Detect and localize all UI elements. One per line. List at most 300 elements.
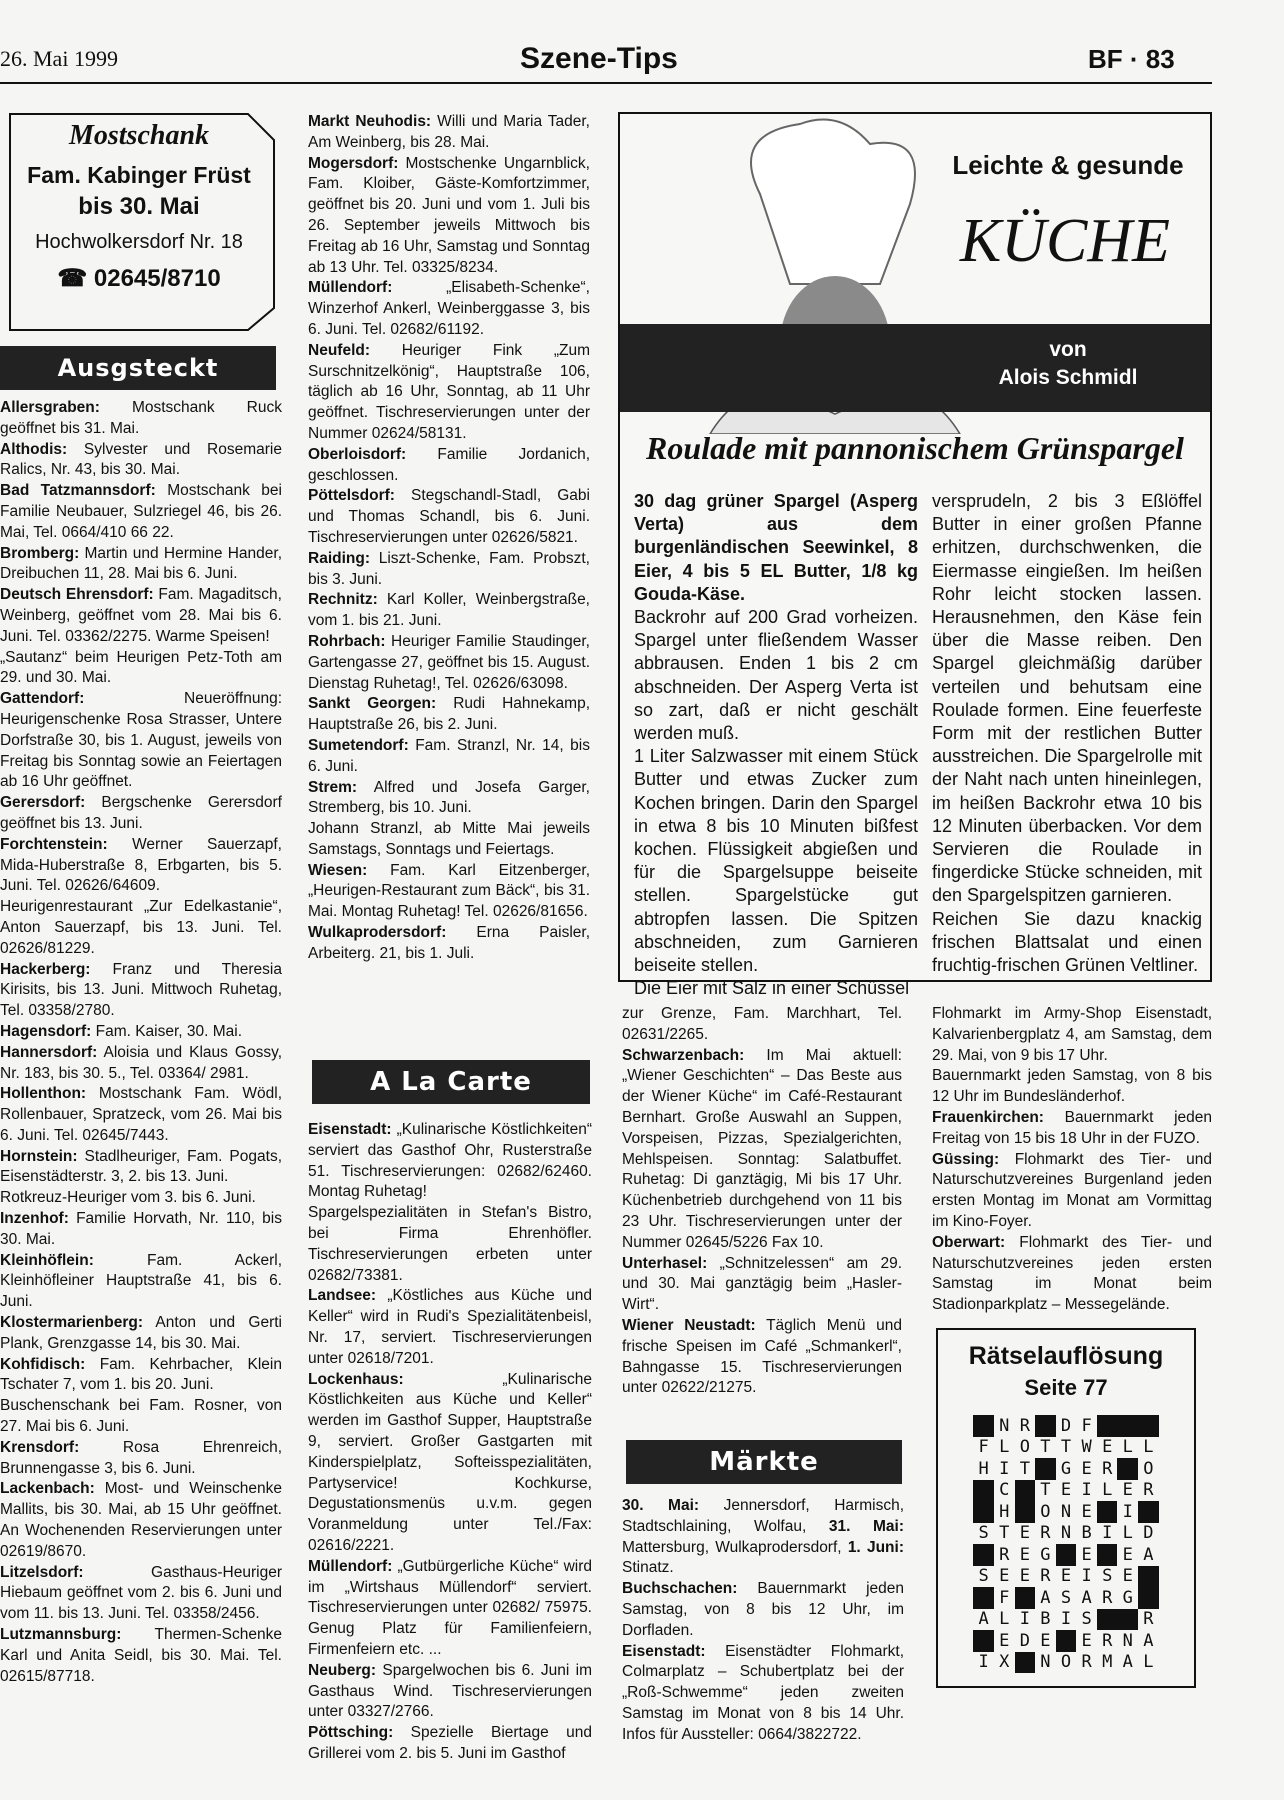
puzzle-block bbox=[1097, 1544, 1118, 1566]
listing-place: Hannersdorf: bbox=[0, 1043, 98, 1061]
puzzle-block bbox=[1015, 1480, 1036, 1502]
puzzle-block bbox=[1056, 1544, 1077, 1566]
column-maerkte-cont bbox=[932, 1004, 1212, 1316]
listing-place: Rohrbach: bbox=[308, 632, 386, 650]
puzzle-row bbox=[973, 1501, 1158, 1523]
puzzle-letter: E bbox=[1122, 1566, 1133, 1587]
listing-entry bbox=[0, 835, 282, 897]
listing-place: Wiener Neustadt: bbox=[622, 1316, 756, 1334]
listing-text: Heurigenrestaurant „Zur Edelkastanie“, Anton Sauerzapf, bis 13. Juni. Tel. 02626/81229. bbox=[0, 898, 282, 957]
puzzle-row bbox=[973, 1437, 1158, 1459]
listing-entry bbox=[308, 549, 590, 591]
puzzle-letter: R bbox=[999, 1544, 1010, 1565]
listing-text: Fam. Karl Eitzenberger, „Heurigen-Restaurant zum Bäck“, bis 31. Mai. Montag Ruhetag! Tel. 02626/81656. bbox=[308, 861, 590, 921]
listing-text: Thermen-Schenke Karl und Anita Seidl, bis 30. Mai. Tel. 02615/87718. bbox=[0, 1626, 282, 1685]
puzzle-letter: O bbox=[1060, 1652, 1072, 1673]
listing-text: Im Mai aktuell: „Wiener Geschichten“ – Das Beste aus der Wiener Küche“ im Café-Restaurant Bernhart. Große Auswahl an Suppen, Vorspeisen, Pizzas, Spezialgerichten, Mehlspeisen. Sonntag: Salatbuffet. Ruhetag: Di ganztägig, Mi bis 17 Uhr. Küchenbetrieb durchgehend von 11 bis 23 Uhr. Tischreservierungen unter der Nummer 02645/5226 Fax 10. bbox=[622, 1046, 902, 1251]
puzzle-letter: I bbox=[978, 1652, 989, 1673]
puzzle-letter: E bbox=[999, 1630, 1010, 1651]
column-heurige bbox=[308, 112, 590, 965]
listing-entry bbox=[0, 398, 282, 440]
puzzle-letter: O bbox=[1040, 1501, 1051, 1522]
puzzle-letter: R bbox=[1040, 1566, 1051, 1587]
listing-text: Mostschank Fam. Wödl, Rollenbauer, Spratzeck, vom 26. Mai bis 6. Juni. Tel. 02645/7443. bbox=[0, 1085, 282, 1144]
puzzle-letter: A bbox=[1143, 1630, 1154, 1651]
listing-text: Fam. Kehrbacher, Klein Tschater 7, vom 1. bis 20. Juni. bbox=[0, 1355, 282, 1394]
listing-text: „Sautanz“ beim Heurigen Petz-Toth am 29. und 30. Mai. bbox=[0, 648, 282, 687]
puzzle-letter: B bbox=[1081, 1523, 1092, 1544]
recipe-step1: Backrohr auf 200 Grad vorheizen. Spargel unter fließendem Wasser abbrausen. Enden 1 bis 2 cm abschneiden. Der Asperg Verta ist so zart, daß er nicht geschält werden muß. bbox=[634, 607, 918, 744]
listing-text: „Köstliches aus Küche und Keller“ wird in Rudi's Spezialitätenbeisl, Nr. 17, serviert. Tischreservierungen unter 02618/7201. bbox=[308, 1287, 592, 1367]
puzzle-letter: E bbox=[1081, 1458, 1092, 1479]
puzzle-block bbox=[1138, 1501, 1159, 1523]
listing-entry bbox=[0, 793, 282, 835]
listing-entry bbox=[308, 486, 590, 548]
listing-place: Allersgraben: bbox=[0, 399, 100, 416]
puzzle-letter: E bbox=[999, 1566, 1010, 1587]
listing-text: Flohmarkt des Tier- und Naturschutzvereines jeden ersten Samstag im Monat beim Stadionparkplatz – Messegelände. bbox=[932, 1233, 1212, 1314]
puzzle-letter: E bbox=[1019, 1523, 1030, 1544]
puzzle-row bbox=[973, 1630, 1158, 1652]
listing-place: Schwarzenbach: bbox=[622, 1046, 745, 1064]
listing-entry bbox=[308, 1286, 592, 1369]
recipe-left-column bbox=[634, 490, 918, 1000]
puzzle-letter: G bbox=[1122, 1587, 1133, 1608]
puzzle-letter: L bbox=[1143, 1652, 1154, 1673]
puzzle-letter: E bbox=[1019, 1566, 1030, 1587]
listing-place: Lutzmannsburg: bbox=[0, 1626, 122, 1644]
market-text: Eisenstädter Flohmarkt, Colmarplatz – Schubertplatz bei der „Roß-Schwemme“ jeden zweiten Samstag im Monat von 8 bis 14 Uhr. Infos für Aussteller: 0664/3822722. bbox=[622, 1642, 904, 1743]
listing-entry bbox=[308, 819, 590, 861]
listing-entry bbox=[0, 897, 282, 959]
puzzle-letter: A bbox=[1040, 1587, 1051, 1608]
byline-von: von bbox=[1049, 338, 1087, 361]
market-may30-text: Jennersdorf, Harmisch, Stadtschlaining, Wolfau, bbox=[622, 1497, 904, 1535]
puzzle-block bbox=[1097, 1415, 1118, 1437]
puzzle-letter: T bbox=[1060, 1437, 1072, 1458]
listing-entry bbox=[0, 1209, 282, 1251]
listing-text: Mostschank Ruck geöffnet bis 31. Mai. bbox=[0, 399, 282, 437]
market-buchschachen bbox=[622, 1579, 904, 1641]
puzzle-letter: G bbox=[1040, 1544, 1051, 1565]
listing-place: Lackenbach: bbox=[0, 1480, 95, 1498]
listing-text: „Kulinarische Köstlichkeiten aus Küche und Keller“ werden im Gasthof Supper, Hauptstraße 9, serviert. Großer Gastgarten mit Kinderspielplatz, Softeisspezialitäten, Partyservice! Kochkurse, Degustationsmenüs u.v.m. gegen Voranmeldung unter Tel./Fax: 02616/2221. bbox=[308, 1370, 592, 1554]
listing-entry bbox=[932, 1004, 1212, 1066]
puzzle-letter: H bbox=[999, 1501, 1010, 1522]
column-a-la-carte bbox=[308, 1120, 592, 1765]
listing-place: Oberwart: bbox=[932, 1233, 1006, 1251]
listing-entry bbox=[932, 1233, 1212, 1316]
listing-text: Fam. Stranzl, Nr. 14, bis 6. Juni. bbox=[308, 736, 590, 775]
listing-text: Buschenschank bei Fam. Rosner, von 27. Mai bis 6. Juni. bbox=[0, 1397, 282, 1436]
listing-place: Deutsch Ehrensdorf: bbox=[0, 586, 154, 604]
listing-place: Neuberg: bbox=[308, 1661, 377, 1679]
listing-text: Neueröffnung: Heurigenschenke Rosa Strasser, Untere Dorfstraße 30, bis 1. August, jeweils von Freitag bis Sonntag sowie an Feiertagen ab 16 Uhr geöffnet. bbox=[0, 690, 282, 791]
feature-byline bbox=[928, 336, 1208, 392]
puzzle-letter: D bbox=[1143, 1523, 1154, 1544]
listing-place: Müllendorf: bbox=[308, 1557, 393, 1575]
listing-text: Rudi Hahnekamp, Hauptstraße 26, bis 2. Juni. bbox=[308, 695, 590, 734]
listing-text: Familie Horvath, Nr. 110, bis 30. Mai. bbox=[0, 1210, 282, 1248]
puzzle-letter: S bbox=[978, 1566, 989, 1587]
puzzle-letter: E bbox=[1019, 1544, 1030, 1565]
listing-entry bbox=[622, 1316, 902, 1399]
listing-place: Eisenstadt: bbox=[308, 1121, 392, 1138]
listing-place: Hagensdorf: bbox=[0, 1022, 92, 1040]
puzzle-row bbox=[973, 1652, 1158, 1674]
ad-title: Mostschank bbox=[68, 120, 210, 151]
puzzle-letter: R bbox=[1102, 1587, 1113, 1608]
market-may31-text: Mattersburg, Wulkaprodersdorf, bbox=[622, 1538, 848, 1556]
header-rule bbox=[0, 82, 1212, 84]
recipe-title: Roulade mit pannonischem Grünspargel bbox=[646, 430, 1184, 466]
listing-place: Inzenhof: bbox=[0, 1210, 69, 1228]
listing-text: Werner Sauerzapf, Mida-Huberstraße 8, Erbgarten, bis 5. Juni. Tel. 02626/64609. bbox=[0, 835, 282, 895]
listing-place: Forchtenstein: bbox=[0, 835, 108, 853]
listing-text: Erna Paisler, Arbeiterg. 21, bis 1. Juli. bbox=[308, 924, 590, 962]
ad-box bbox=[0, 120, 278, 293]
market-jun1-text: Stinatz. bbox=[622, 1559, 674, 1577]
puzzle-letter: F bbox=[1081, 1415, 1092, 1436]
listing-text: zur Grenze, Fam. Marchhart, Tel. 02631/2265. bbox=[622, 1005, 902, 1043]
puzzle-letter: E bbox=[1081, 1630, 1092, 1651]
puzzle-letter: E bbox=[1060, 1480, 1072, 1501]
listing-entry bbox=[0, 585, 282, 647]
puzzle-letter: D bbox=[1019, 1630, 1030, 1651]
puzzle-letter: T bbox=[1040, 1437, 1051, 1458]
puzzle-letter: T bbox=[999, 1523, 1010, 1544]
listing-entry bbox=[308, 694, 590, 736]
puzzle-row bbox=[973, 1523, 1158, 1545]
listing-text: Flohmarkt des Tier- und Naturschutzvereines Burgenland jeden ersten Montag im Monat am Vormittag im Kino-Foyer. bbox=[932, 1150, 1212, 1230]
listing-text: „Gutbürgerliche Küche“ wird im „Wirtshaus Müllendorf“ serviert. Tischreservierungen unter 02682/ 75975. Genug Platz für Familienfeiern, Firmenfeiern etc. ... bbox=[308, 1557, 592, 1658]
ad-line1: Fam. Kabinger Früst bbox=[27, 162, 251, 188]
puzzle-letter: F bbox=[978, 1437, 989, 1458]
listing-entry bbox=[0, 1563, 282, 1625]
market-text: Bauernmarkt jeden Samstag, von 8 bis 12 Uhr, im Dorfladen. bbox=[622, 1580, 904, 1639]
listing-text: Familie Jordanich, geschlossen. bbox=[308, 445, 590, 484]
listing-place: Hornstein: bbox=[0, 1147, 78, 1165]
puzzle-letter: S bbox=[1102, 1566, 1113, 1587]
listing-text: Franz und Theresia Kirisits, bis 13. Juni. Mittwoch Ruhetag, Tel. 03358/2780. bbox=[0, 960, 282, 1020]
puzzle-letter: N bbox=[1060, 1523, 1072, 1544]
listing-text: Martin und Hermine Hander, Dreibuchen 11, 28. Mai bis 6. Juni. bbox=[0, 544, 282, 583]
listing-text: Fam. Kaiser, 30. Mai. bbox=[91, 1022, 243, 1040]
listing-entry bbox=[308, 632, 590, 694]
listing-entry bbox=[0, 1188, 282, 1209]
listing-place: Bromberg: bbox=[0, 544, 80, 562]
listing-text: Alfred und Josefa Garger, Stremberg, bis 10. Juni. bbox=[308, 778, 590, 817]
puzzle-letter: E bbox=[1122, 1544, 1133, 1565]
recipe-right-column bbox=[932, 490, 1202, 977]
listing-text: Rotkreuz-Heuriger vom 3. bis 6. Juni. bbox=[0, 1189, 256, 1207]
puzzle-letter: N bbox=[999, 1415, 1010, 1436]
puzzle-block bbox=[1117, 1415, 1138, 1437]
listing-entry bbox=[0, 440, 282, 482]
listing-text: Spezielle Biertage und Grillerei vom 2. bis 5. Juni im Gasthof bbox=[308, 1724, 592, 1762]
puzzle-block bbox=[1097, 1609, 1118, 1631]
puzzle-letter: N bbox=[1060, 1501, 1072, 1522]
listing-place: Klostermarienberg: bbox=[0, 1314, 143, 1332]
listing-entry bbox=[308, 341, 590, 445]
listing-entry bbox=[622, 1004, 902, 1046]
recipe-step2: 1 Liter Salzwasser mit einem Stück Butter und etwas Zucker zum Kochen bringen. Darin den Spargel in etwa 8 bis 10 Minuten bißfest kochen. Flüssigkeit abgießen und für die Spargelsuppe beiseite stellen. Spargelstücke gut abtropfen lassen. Die Spitzen abschneiden, zum Garnieren beiseite stellen. bbox=[634, 746, 918, 976]
puzzle-letter: R bbox=[1040, 1523, 1051, 1544]
listing-place: Unterhasel: bbox=[622, 1254, 708, 1272]
listing-place: Pöttsching: bbox=[308, 1724, 394, 1742]
puzzle-block bbox=[1035, 1458, 1056, 1480]
puzzle-row bbox=[973, 1587, 1158, 1609]
listing-place: Litzelsdorf: bbox=[0, 1563, 84, 1581]
listing-place: Bad Tatzmannsdorf: bbox=[0, 482, 156, 500]
puzzle-subtitle: Seite 77 bbox=[1024, 1375, 1108, 1400]
listing-text: Bauernmarkt jeden Freitag von 15 bis 18 Uhr in der FUZO. bbox=[932, 1108, 1212, 1147]
listing-place: Hollenthon: bbox=[0, 1085, 87, 1103]
listing-place: Gerersdorf: bbox=[0, 794, 86, 812]
feature-title: KÜCHE bbox=[959, 207, 1171, 275]
puzzle-letter: I bbox=[1122, 1501, 1133, 1522]
puzzle-letter: I bbox=[1102, 1523, 1113, 1544]
puzzle-letter: I bbox=[1019, 1609, 1030, 1630]
listing-entry bbox=[308, 1557, 592, 1661]
puzzle-letter: L bbox=[1122, 1523, 1133, 1544]
listing-text: Heuriger Fink „Zum Surschnitzelkönig“, Hauptstraße 106, täglich ab 16 Uhr, Sonntag, ab 11 Uhr geöffnet. Tischreservierungen unter der Nummer 02624/58131. bbox=[308, 341, 590, 442]
market-eisenstadt bbox=[622, 1642, 904, 1746]
puzzle-row bbox=[973, 1544, 1158, 1566]
byline-author: Alois Schmidl bbox=[998, 366, 1138, 389]
listing-entry bbox=[0, 1022, 282, 1043]
listing-place: Oberloisdorf: bbox=[308, 445, 407, 463]
puzzle-letter: G bbox=[1060, 1458, 1072, 1479]
listing-text: Fam. Magaditsch, Weinberg, geöffnet vom 28. Mai bis 6. Juni. Tel. 03362/2275. Warme Speisen! bbox=[0, 586, 282, 645]
column-maerkte bbox=[622, 1496, 904, 1746]
puzzle-letter: L bbox=[1102, 1480, 1113, 1501]
puzzle-letter: L bbox=[1143, 1437, 1154, 1458]
puzzle-letter: S bbox=[978, 1523, 989, 1544]
listing-place: Gattendorf: bbox=[0, 690, 85, 708]
listing-text: Willi und Maria Tader, Am Weinberg, bis 28. Mai. bbox=[308, 113, 590, 151]
listing-entry bbox=[308, 923, 590, 965]
puzzle-letter: H bbox=[978, 1458, 989, 1479]
listing-entry bbox=[0, 1084, 282, 1146]
listing-place: Frauenkirchen: bbox=[932, 1108, 1044, 1126]
puzzle-letter: E bbox=[1081, 1544, 1092, 1565]
listing-place: Sumetendorf: bbox=[308, 736, 409, 754]
listing-text: Rosa Ehrenreich, Brunnengasse 3, bis 6. Juni. bbox=[0, 1438, 282, 1477]
puzzle-block bbox=[973, 1544, 994, 1566]
market-may30-label: 30. Mai: bbox=[622, 1497, 700, 1514]
puzzle-letter: R bbox=[1102, 1458, 1113, 1479]
maerkte-heading: Märkte bbox=[626, 1440, 902, 1484]
listing-entry bbox=[308, 778, 590, 820]
listing-place: Krensdorf: bbox=[0, 1438, 80, 1456]
listing-entry bbox=[0, 1147, 282, 1189]
ad-line2: bis 30. Mai bbox=[78, 193, 200, 220]
listing-place: Pöttelsdorf: bbox=[308, 487, 395, 505]
puzzle-row bbox=[973, 1609, 1158, 1631]
puzzle-letter: S bbox=[1060, 1587, 1072, 1608]
puzzle-letter: E bbox=[1081, 1501, 1092, 1522]
listing-place: Markt Neuhodis: bbox=[308, 113, 432, 130]
listing-entry bbox=[0, 1479, 282, 1562]
listing-entry bbox=[308, 861, 590, 923]
listing-place: Raiding: bbox=[308, 549, 370, 567]
puzzle-letter: T bbox=[1040, 1480, 1051, 1501]
puzzle-letter: C bbox=[999, 1480, 1010, 1501]
listing-text: Bergschenke Gerersdorf geöffnet bis 13. Juni. bbox=[0, 794, 282, 832]
puzzle-letter: I bbox=[999, 1458, 1010, 1479]
listing-entry bbox=[308, 154, 590, 279]
puzzle-block bbox=[1117, 1609, 1138, 1631]
column-a-la-carte-cont bbox=[622, 1004, 902, 1399]
recipe-step3: Die Eier mit Salz in einer Schüssel bbox=[634, 978, 910, 999]
listing-text: „Schnitzelessen“ am 29. und 30. Mai ganztägig beim „Hasler-Wirt“. bbox=[622, 1254, 902, 1314]
listing-text: Flohmarkt im Army-Shop Eisenstadt, Kalvarienbergplatz 4, am Samstag, dem 29. Mai, von 9 bis 17 Uhr. bbox=[932, 1005, 1212, 1064]
listing-entry bbox=[0, 1251, 282, 1313]
listing-entry bbox=[308, 1723, 592, 1765]
ausgsteckt-heading: Ausgsteckt bbox=[0, 346, 276, 390]
listing-place: Müllendorf: bbox=[308, 279, 393, 297]
ad-phone-number: 02645/8710 bbox=[93, 265, 221, 292]
puzzle-letter: L bbox=[999, 1609, 1010, 1630]
listing-entry bbox=[308, 112, 590, 154]
listing-text: Fam. Ackerl, Kleinhöfleiner Hauptstraße 41, bis 6. Juni. bbox=[0, 1251, 282, 1311]
puzzle-letter: I bbox=[1060, 1609, 1072, 1630]
a-la-carte-heading: A La Carte bbox=[312, 1060, 590, 1104]
listing-entry bbox=[308, 1203, 592, 1286]
listing-text: Mostschenke Ungarnblick, Fam. Kloiber, Gäste-Komfortzimmer, geöffnet bis 20. Juni und vom 1. Juli bis 26. September jeweils Mittwoch bis Freitag ab 16 Uhr, Samstag und Sonntag ab 13 Uhr. Tel. 03325/8234. bbox=[308, 154, 590, 276]
listing-place: Kleinhöflein: bbox=[0, 1251, 94, 1269]
listing-place: Althodis: bbox=[0, 440, 68, 458]
listing-text: Stegschandl-Stadl, Gabi und Thomas Schandl, bis 6. Juni. Tischreservierungen unter 02626/5821. bbox=[308, 487, 590, 546]
listing-text: Liszt-Schenke, Fam. Probszt, bis 3. Juni. bbox=[308, 549, 590, 588]
listing-entry bbox=[308, 445, 590, 487]
listing-text: Spargelspezialitäten in Stefan's Bistro, bei Firma Ehrenhöfler. Tischreservierungen erbeten unter 02682/73381. bbox=[308, 1204, 592, 1284]
puzzle-grid bbox=[973, 1415, 1158, 1673]
listing-text: Täglich Menü und frische Speisen im Café „Schmankerl“, Bahngasse 15. Tischreservierungen unter 02622/21275. bbox=[622, 1316, 902, 1397]
puzzle-block bbox=[1138, 1415, 1159, 1437]
recipe-tip: Reichen Sie dazu knackig frischen Blattsalat und einen fruchtig-frischen Grünen Veltliner. bbox=[932, 908, 1202, 976]
listing-entry bbox=[308, 1661, 592, 1723]
puzzle-block bbox=[1138, 1587, 1159, 1609]
listing-text: Anton und Gerti Plank, Grenzgasse 14, bis 30. Mai. bbox=[0, 1314, 282, 1352]
puzzle-letter: R bbox=[1081, 1652, 1092, 1673]
market-label: Eisenstadt: bbox=[622, 1642, 706, 1660]
recipe-step4: versprudeln, 2 bis 3 Eßlöffel Butter in einer großen Pfanne erhitzen, durchschwenken, die Eiermasse eingießen. Im heißen Rohr leicht stocken lassen. Herausnehmen, den Käse fein über die Masse reiben. Den Spargel gleichmäßig darüber verteilen und behutsam eine Roulade formen. Eine feuerfeste Form mit der restlichen Butter ausstreichen. Die Spargelrolle mit der Naht nach unten hineinlegen, im heißen Backrohr etwa 10 bis 12 Minuten überbacken. Vor dem Servieren die Roulade in fingerdicke Stücke schneiden, mit den Spargelspitzen garnieren. bbox=[932, 491, 1202, 906]
puzzle-letter: E bbox=[1060, 1566, 1072, 1587]
listing-entry bbox=[0, 544, 282, 586]
puzzle-letter: L bbox=[1122, 1437, 1133, 1458]
listing-text: Stadlheuriger, Fam. Pogats, Eisenstädterstr. 3, 2. bis 13. Juni. bbox=[0, 1147, 282, 1186]
puzzle-letter: O bbox=[1143, 1458, 1154, 1479]
listing-entry bbox=[0, 1355, 282, 1397]
recipe-feature bbox=[618, 112, 1212, 999]
page-number: BF · 83 bbox=[1088, 44, 1175, 74]
puzzle-block bbox=[1117, 1458, 1138, 1480]
puzzle-letter: R bbox=[1102, 1630, 1113, 1651]
market-jun1-label: 1. Juni: bbox=[847, 1538, 904, 1556]
listing-place: Strem: bbox=[308, 778, 358, 796]
puzzle-letter: I bbox=[1081, 1566, 1092, 1587]
puzzle-letter: F bbox=[999, 1587, 1010, 1608]
puzzle-block bbox=[973, 1415, 994, 1437]
listing-entry bbox=[932, 1108, 1212, 1150]
puzzle-letter: I bbox=[1081, 1480, 1092, 1501]
listing-text: Gasthaus-Heuriger Hiebaum geöffnet vom 2. bis 6. Juni und vom 11. bis 13. Juni. Tel. 03358/2456. bbox=[0, 1563, 282, 1623]
listing-entry bbox=[0, 481, 282, 543]
listing-place: Mogersdorf: bbox=[308, 154, 399, 172]
listing-entry bbox=[308, 1120, 592, 1203]
listing-entry bbox=[622, 1254, 902, 1316]
listing-text: Johann Stranzl, ab Mitte Mai jeweils Samstags, Sonntags und Feiertags. bbox=[308, 820, 590, 858]
listing-place: Hackerberg: bbox=[0, 960, 91, 978]
puzzle-letter: D bbox=[1060, 1415, 1072, 1436]
listing-text: Aloisia und Klaus Gossy, Nr. 183, bis 30. 5., Tel. 03364/ 2981. bbox=[0, 1043, 282, 1082]
listing-place: Wulkaprodersdorf: bbox=[308, 924, 447, 942]
listing-entry bbox=[0, 648, 282, 690]
puzzle-letter: A bbox=[1143, 1544, 1154, 1565]
puzzle-block bbox=[1015, 1501, 1036, 1523]
column-ausgsteckt bbox=[0, 398, 282, 1687]
phone-icon: ☎ bbox=[57, 265, 88, 292]
market-may31-label: 31. Mai: bbox=[828, 1517, 905, 1535]
puzzle-title: Rätselauflösung bbox=[968, 1342, 1164, 1370]
listing-text: Most- und Weinschenke Mallits, bis 30. Mai, ab 15 Uhr geöffnet. An Wochenenden Reservierungen unter 02619/8670. bbox=[0, 1480, 282, 1560]
listing-entry bbox=[0, 1043, 282, 1085]
puzzle-row bbox=[973, 1415, 1158, 1437]
listing-entry bbox=[308, 590, 590, 632]
market-may30 bbox=[622, 1496, 904, 1579]
puzzle-letter: N bbox=[1040, 1652, 1051, 1673]
listing-entry bbox=[0, 1396, 282, 1438]
listing-entry bbox=[0, 1438, 282, 1480]
listing-text: Spargelwochen bis 6. Juni im Gasthaus Wind. Tischreservierungen unter 03327/2766. bbox=[308, 1661, 592, 1721]
market-label: Buchschachen: bbox=[622, 1580, 738, 1598]
puzzle-letter: L bbox=[999, 1437, 1010, 1458]
puzzle-block bbox=[1015, 1652, 1036, 1674]
puzzle-block bbox=[1015, 1587, 1036, 1609]
puzzle-block bbox=[1138, 1566, 1159, 1588]
listing-entry bbox=[308, 278, 590, 340]
listing-entry bbox=[932, 1150, 1212, 1233]
listing-text: Heuriger Familie Staudinger, Gartengasse 27, geöffnet bis 15. August. Dienstag Ruhetag!, Tel. 02626/63098. bbox=[308, 632, 590, 692]
puzzle-row bbox=[973, 1480, 1158, 1502]
listing-place: Lockenhaus: bbox=[308, 1370, 404, 1388]
listing-text: Mostschank bei Familie Neubauer, Sulzriegel 46, bis 26. Mai, Tel. 0664/410 66 22. bbox=[0, 482, 282, 541]
puzzle-row bbox=[973, 1566, 1158, 1588]
listing-entry bbox=[308, 736, 590, 778]
listing-entry bbox=[0, 689, 282, 793]
ad-phone bbox=[0, 264, 278, 293]
feature-kicker: Leichte & gesunde bbox=[952, 150, 1184, 180]
listing-place: Wiesen: bbox=[308, 861, 368, 879]
puzzle-letter: S bbox=[1081, 1609, 1092, 1630]
puzzle-letter: O bbox=[1019, 1437, 1030, 1458]
puzzle-letter: A bbox=[1122, 1652, 1133, 1673]
listing-place: Landsee: bbox=[308, 1287, 377, 1305]
puzzle-letter: E bbox=[1122, 1480, 1133, 1501]
puzzle-letter: E bbox=[1102, 1437, 1113, 1458]
listing-place: Rechnitz: bbox=[308, 591, 378, 609]
page-no: 83 bbox=[1145, 44, 1175, 74]
listing-place: Güssing: bbox=[932, 1150, 1000, 1168]
puzzle-letter: M bbox=[1102, 1652, 1113, 1673]
puzzle-block bbox=[973, 1501, 994, 1523]
listing-text: „Kulinarische Köstlichkeiten“ serviert das Gasthof Ohr, Rusterstraße 51. Tischreservierungen: 02682/62460. Montag Ruhetag! bbox=[308, 1121, 592, 1201]
listing-text: Sylvester und Rosemarie Ralics, Nr. 43, bis 30. Mai. bbox=[0, 440, 282, 479]
listing-text: Karl Koller, Weinbergstraße, vom 1. bis 21. Juni. bbox=[308, 591, 590, 630]
puzzle-letter: W bbox=[1081, 1437, 1092, 1458]
